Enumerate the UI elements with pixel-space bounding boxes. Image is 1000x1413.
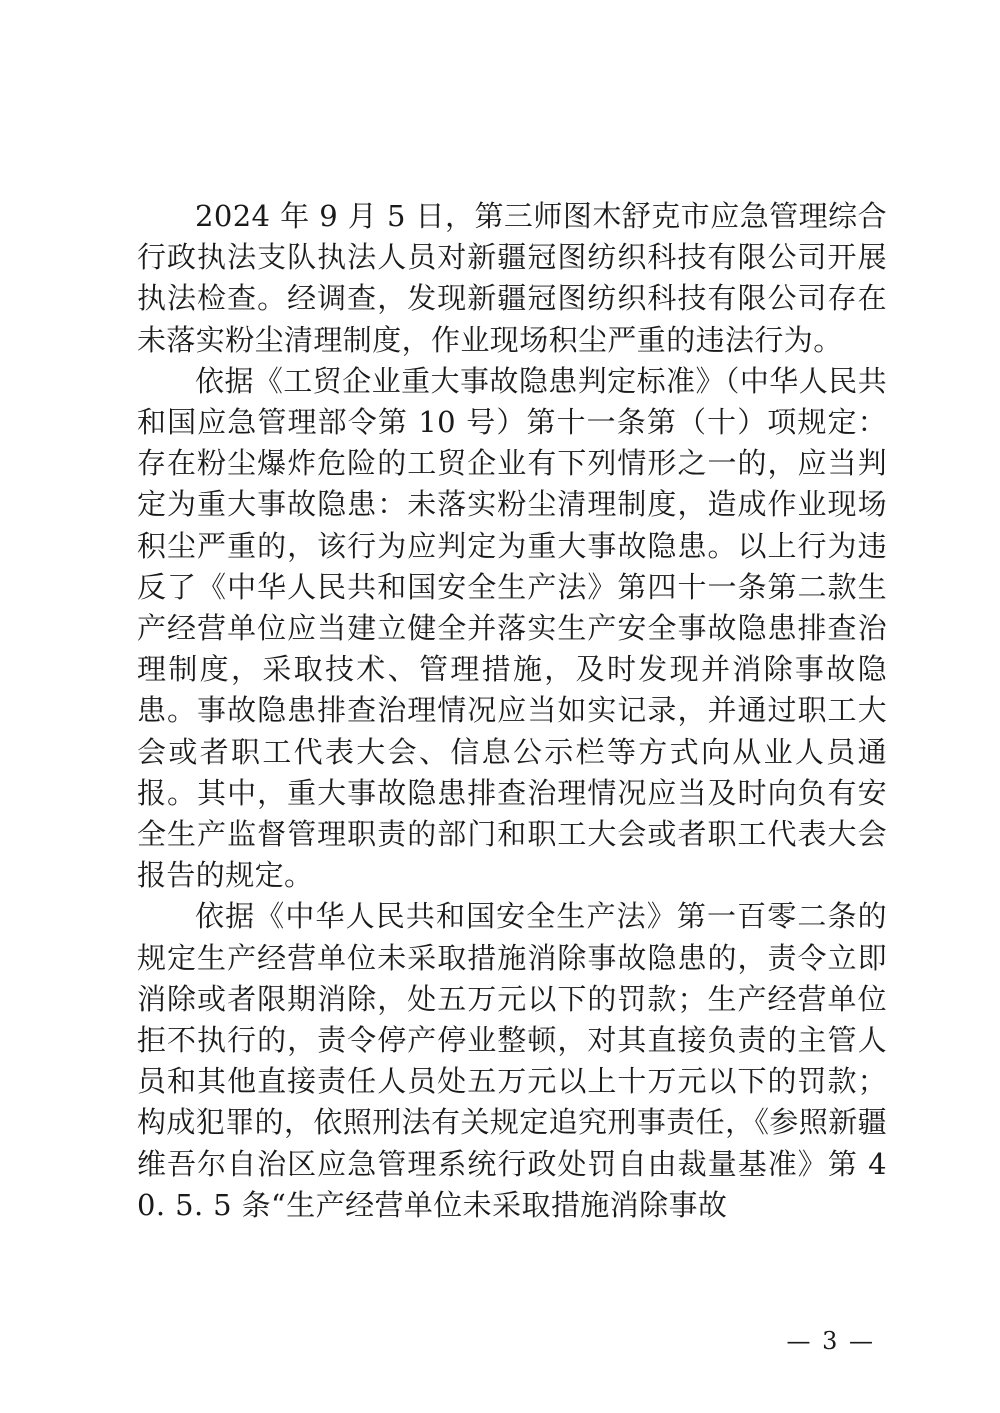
paragraph-legal-basis: 依据《工贸企业重大事故隐患判定标准》（中华人民共和国应急管理部令第 10 号）第十一条第（十）项规定：存在粉尘爆炸危险的工贸企业有下列情形之一的，应当判定为重大事故隐患：未落实粉尘清理制度，造成作业现场积尘严重的，该行为应判定为重大事故隐患。以上行为违反了《中华人民共和国安全生产法》第四十一条第二款生产经营单位应当建立健全并落实生产安全事故隐患排查治理制度，采取技术、管理措施，及时发现并消除事故隐患。事故隐患排查治理情况应当如实记录，并通过职工大会或者职工代表大会、信息公示栏等方式向从业人员通报。其中，重大事故隐患排查治理情况应当及时向负有安全生产监督管理职责的部门和职工大会或者职工代表大会报告的规定。 — [137, 363, 887, 893]
paragraph-penalty-basis: 依据《中华人民共和国安全生产法》第一百零二条的规定生产经营单位未采取措施消除事故隐患的，责令立即消除或者限期消除，处五万元以下的罚款；生产经营单位拒不执行的，责令停产停业整顿，对其直接负责的主管人员和其他直接责任人员处五万元以上十万元以下的罚款；构成犯罪的，依照刑法有关规定追究刑事责任，《参照新疆维吾尔自治区应急管理系统行政处罚自由裁量基准》第 40. 5. 5 条“生产经营单位未采取措施消除事故 — [137, 899, 887, 1222]
paragraph-inspection: 2024 年 9 月 5 日，第三师图木舒克市应急管理综合行政执法支队执法人员对新疆冠图纺织科技有限公司开展执法检查。经调查，发现新疆冠图纺织科技有限公司存在未落实粉尘清理制度，作业现场积尘严重的违法行为。 — [137, 199, 887, 357]
page-number: — 3 — — [786, 1327, 875, 1355]
document-body — [137, 196, 887, 1226]
